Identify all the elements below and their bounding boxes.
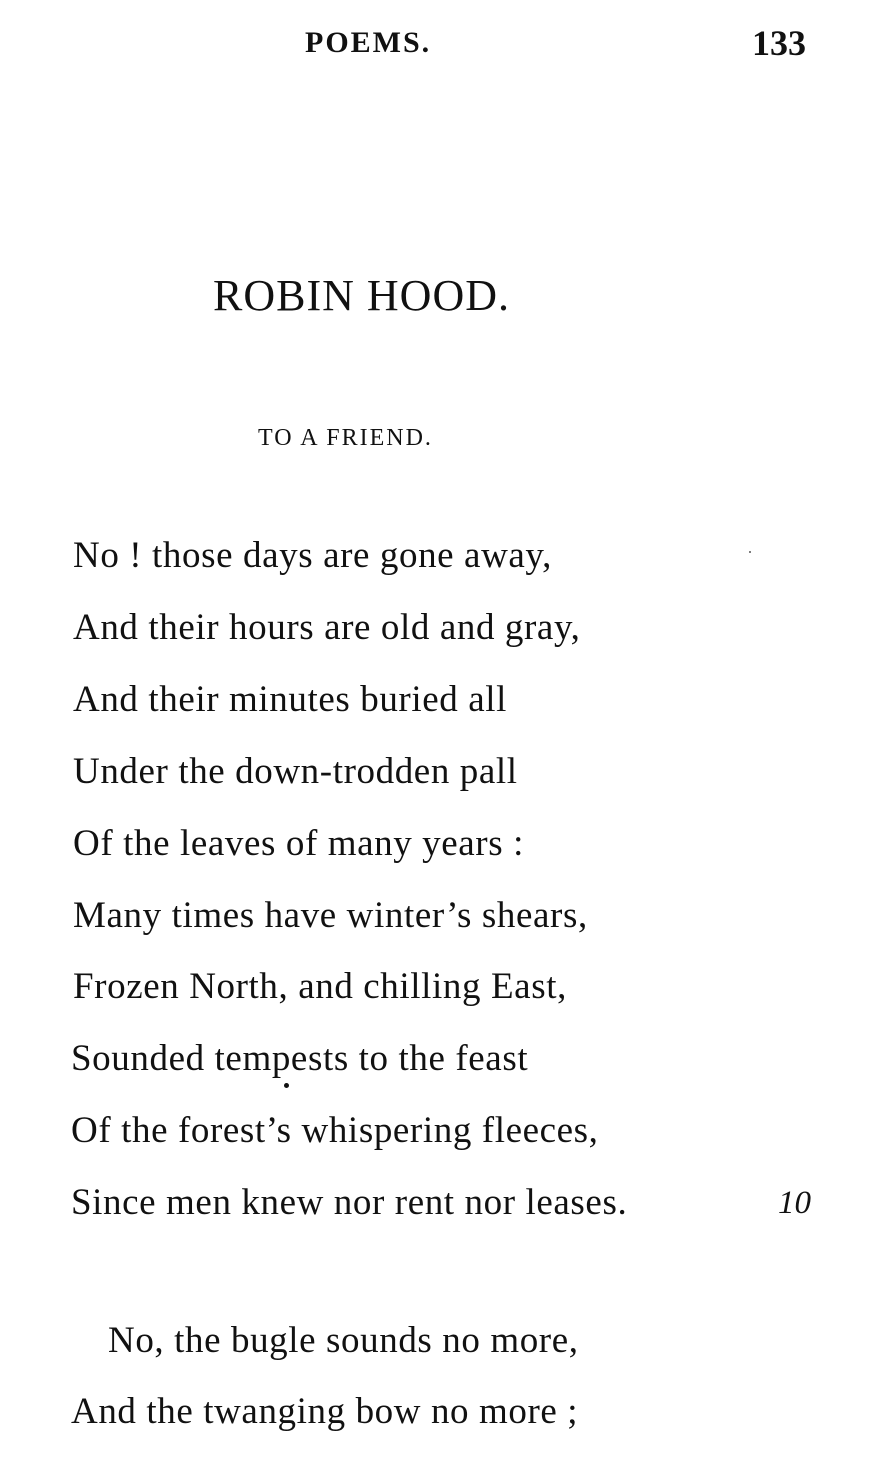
verse-line: And the twanging bow no more ; bbox=[71, 1391, 579, 1432]
verse-line: And their minutes buried all bbox=[73, 679, 507, 720]
print-speck bbox=[749, 551, 751, 553]
verse-line: No ! those days are gone away, bbox=[73, 535, 552, 576]
line-number: 10 bbox=[778, 1185, 811, 1221]
verse-line: Of the forest’s whispering fleeces, bbox=[71, 1110, 599, 1151]
verse-line: Many times have winter’s shears, bbox=[73, 895, 588, 936]
verse-line: Since men knew nor rent nor leases. bbox=[71, 1182, 628, 1223]
verse-line: Under the down-trodden pall bbox=[73, 751, 518, 792]
page-number: 133 bbox=[752, 23, 806, 63]
poem-title: ROBIN HOOD. bbox=[213, 271, 510, 320]
print-dot bbox=[284, 1083, 289, 1088]
verse-line: Sounded tempests to the feast bbox=[71, 1038, 529, 1079]
verse-line: And their hours are old and gray, bbox=[73, 607, 581, 648]
verse-line: Frozen North, and chilling East, bbox=[73, 966, 567, 1007]
verse-line: Of the leaves of many years : bbox=[73, 823, 524, 864]
verse-line: No, the bugle sounds no more, bbox=[108, 1320, 579, 1361]
poem-dedication: TO A FRIEND. bbox=[258, 425, 433, 451]
running-head: POEMS. bbox=[305, 26, 432, 59]
